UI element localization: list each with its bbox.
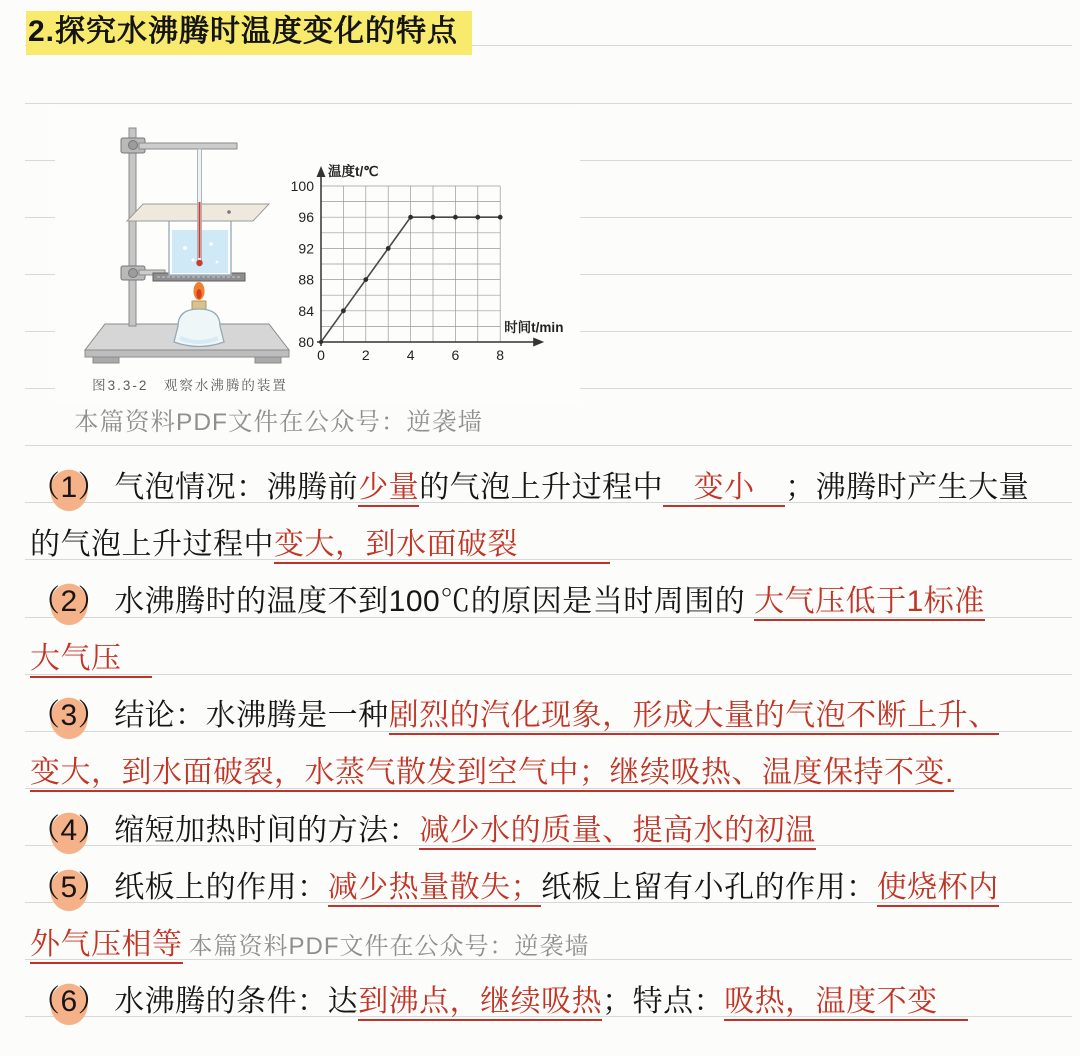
item-number: （1） xyxy=(30,459,108,516)
answer-text: 少量 xyxy=(358,471,419,507)
note-line xyxy=(0,459,1080,516)
svg-text:0: 0 xyxy=(317,347,325,363)
answer-text: 到沸点，继续吸热 xyxy=(358,985,602,1021)
svg-text:6: 6 xyxy=(451,347,460,363)
answer-text: 变大，到水面破裂 xyxy=(274,528,610,564)
question-text: 水沸腾的条件：达 xyxy=(114,984,359,1018)
svg-text:88: 88 xyxy=(298,271,314,288)
answer-text: 外气压相等 xyxy=(30,928,183,964)
question-text: 气泡情况：沸腾前 xyxy=(114,471,359,504)
note-line xyxy=(0,573,1080,630)
question-text: 的气泡上升过程中 xyxy=(30,528,274,562)
question-text: 的气泡上升过程中 xyxy=(419,471,664,504)
question-text: ；沸腾时产生大量 xyxy=(785,471,1030,504)
answer-text: 减少水的质量、提高水的初温 xyxy=(419,814,816,850)
figure-caption: 图3.3-2 观察水沸腾的装置 xyxy=(92,378,288,393)
answer-text: 大气压低于1标准 xyxy=(754,585,985,621)
item-number: （3） xyxy=(30,687,108,744)
page-title xyxy=(26,6,472,50)
answer-text: 吸热，温度不变 xyxy=(724,985,968,1021)
note-line xyxy=(0,630,1080,687)
notes-content xyxy=(0,459,1080,1030)
svg-text:100: 100 xyxy=(290,178,314,194)
note-line xyxy=(0,916,1080,973)
svg-text:8: 8 xyxy=(496,347,505,363)
answer-text: 变小 xyxy=(663,471,785,507)
temperature-time-chart xyxy=(287,162,587,391)
boiling-apparatus-illustration xyxy=(77,118,297,373)
svg-text:80: 80 xyxy=(298,334,314,350)
watermark-text: 本篇资料PDF文件在公众号：逆袭墙 xyxy=(74,409,483,436)
watermark-text: 本篇资料PDF文件在公众号：逆袭墙 xyxy=(188,932,590,960)
question-text: 结论：水沸腾是一种 xyxy=(114,699,389,733)
note-line xyxy=(0,802,1080,859)
answer-text: 使烧杯内 xyxy=(877,871,999,907)
svg-text:84: 84 xyxy=(298,302,314,319)
question-text: 水沸腾时的温度不到100℃的原因是当时周围的 xyxy=(114,585,755,619)
question-text: ；特点： xyxy=(602,984,725,1018)
answer-text: 剧烈的汽化现象，形成大量的气泡不断上升、 xyxy=(389,699,999,735)
note-line xyxy=(0,859,1080,916)
item-number: （2） xyxy=(30,573,108,630)
note-line xyxy=(0,516,1080,573)
note-line xyxy=(0,687,1080,744)
answer-text: 大气压 xyxy=(30,642,152,678)
item-number: （5） xyxy=(30,859,108,916)
ruled-line xyxy=(25,445,1072,446)
svg-text:92: 92 xyxy=(298,240,314,257)
svg-text:2: 2 xyxy=(361,347,370,363)
experiment-figure xyxy=(55,106,580,402)
question-text: 纸板上留有小孔的作用： xyxy=(541,870,877,904)
svg-text:4: 4 xyxy=(406,347,415,363)
svg-text:温度t/℃: 温度t/℃ xyxy=(328,164,379,179)
title-highlight: 2.探究水沸腾时温度变化的特点 xyxy=(26,11,472,55)
note-line xyxy=(0,973,1080,1030)
note-line xyxy=(0,744,1080,801)
svg-text:时间t/min: 时间t/min xyxy=(504,320,564,335)
answer-text: 减少热量散失； xyxy=(328,871,542,907)
item-number: （4） xyxy=(30,802,108,859)
ruled-line xyxy=(25,103,1072,104)
item-number: （6） xyxy=(30,973,108,1030)
answer-text: 变大，到水面破裂，水蒸气散发到空气中；继续吸热、温度保持不变. xyxy=(30,756,954,792)
question-text: 纸板上的作用： xyxy=(114,870,328,904)
svg-text:96: 96 xyxy=(298,209,314,226)
question-text: 缩短加热时间的方法： xyxy=(114,813,420,847)
